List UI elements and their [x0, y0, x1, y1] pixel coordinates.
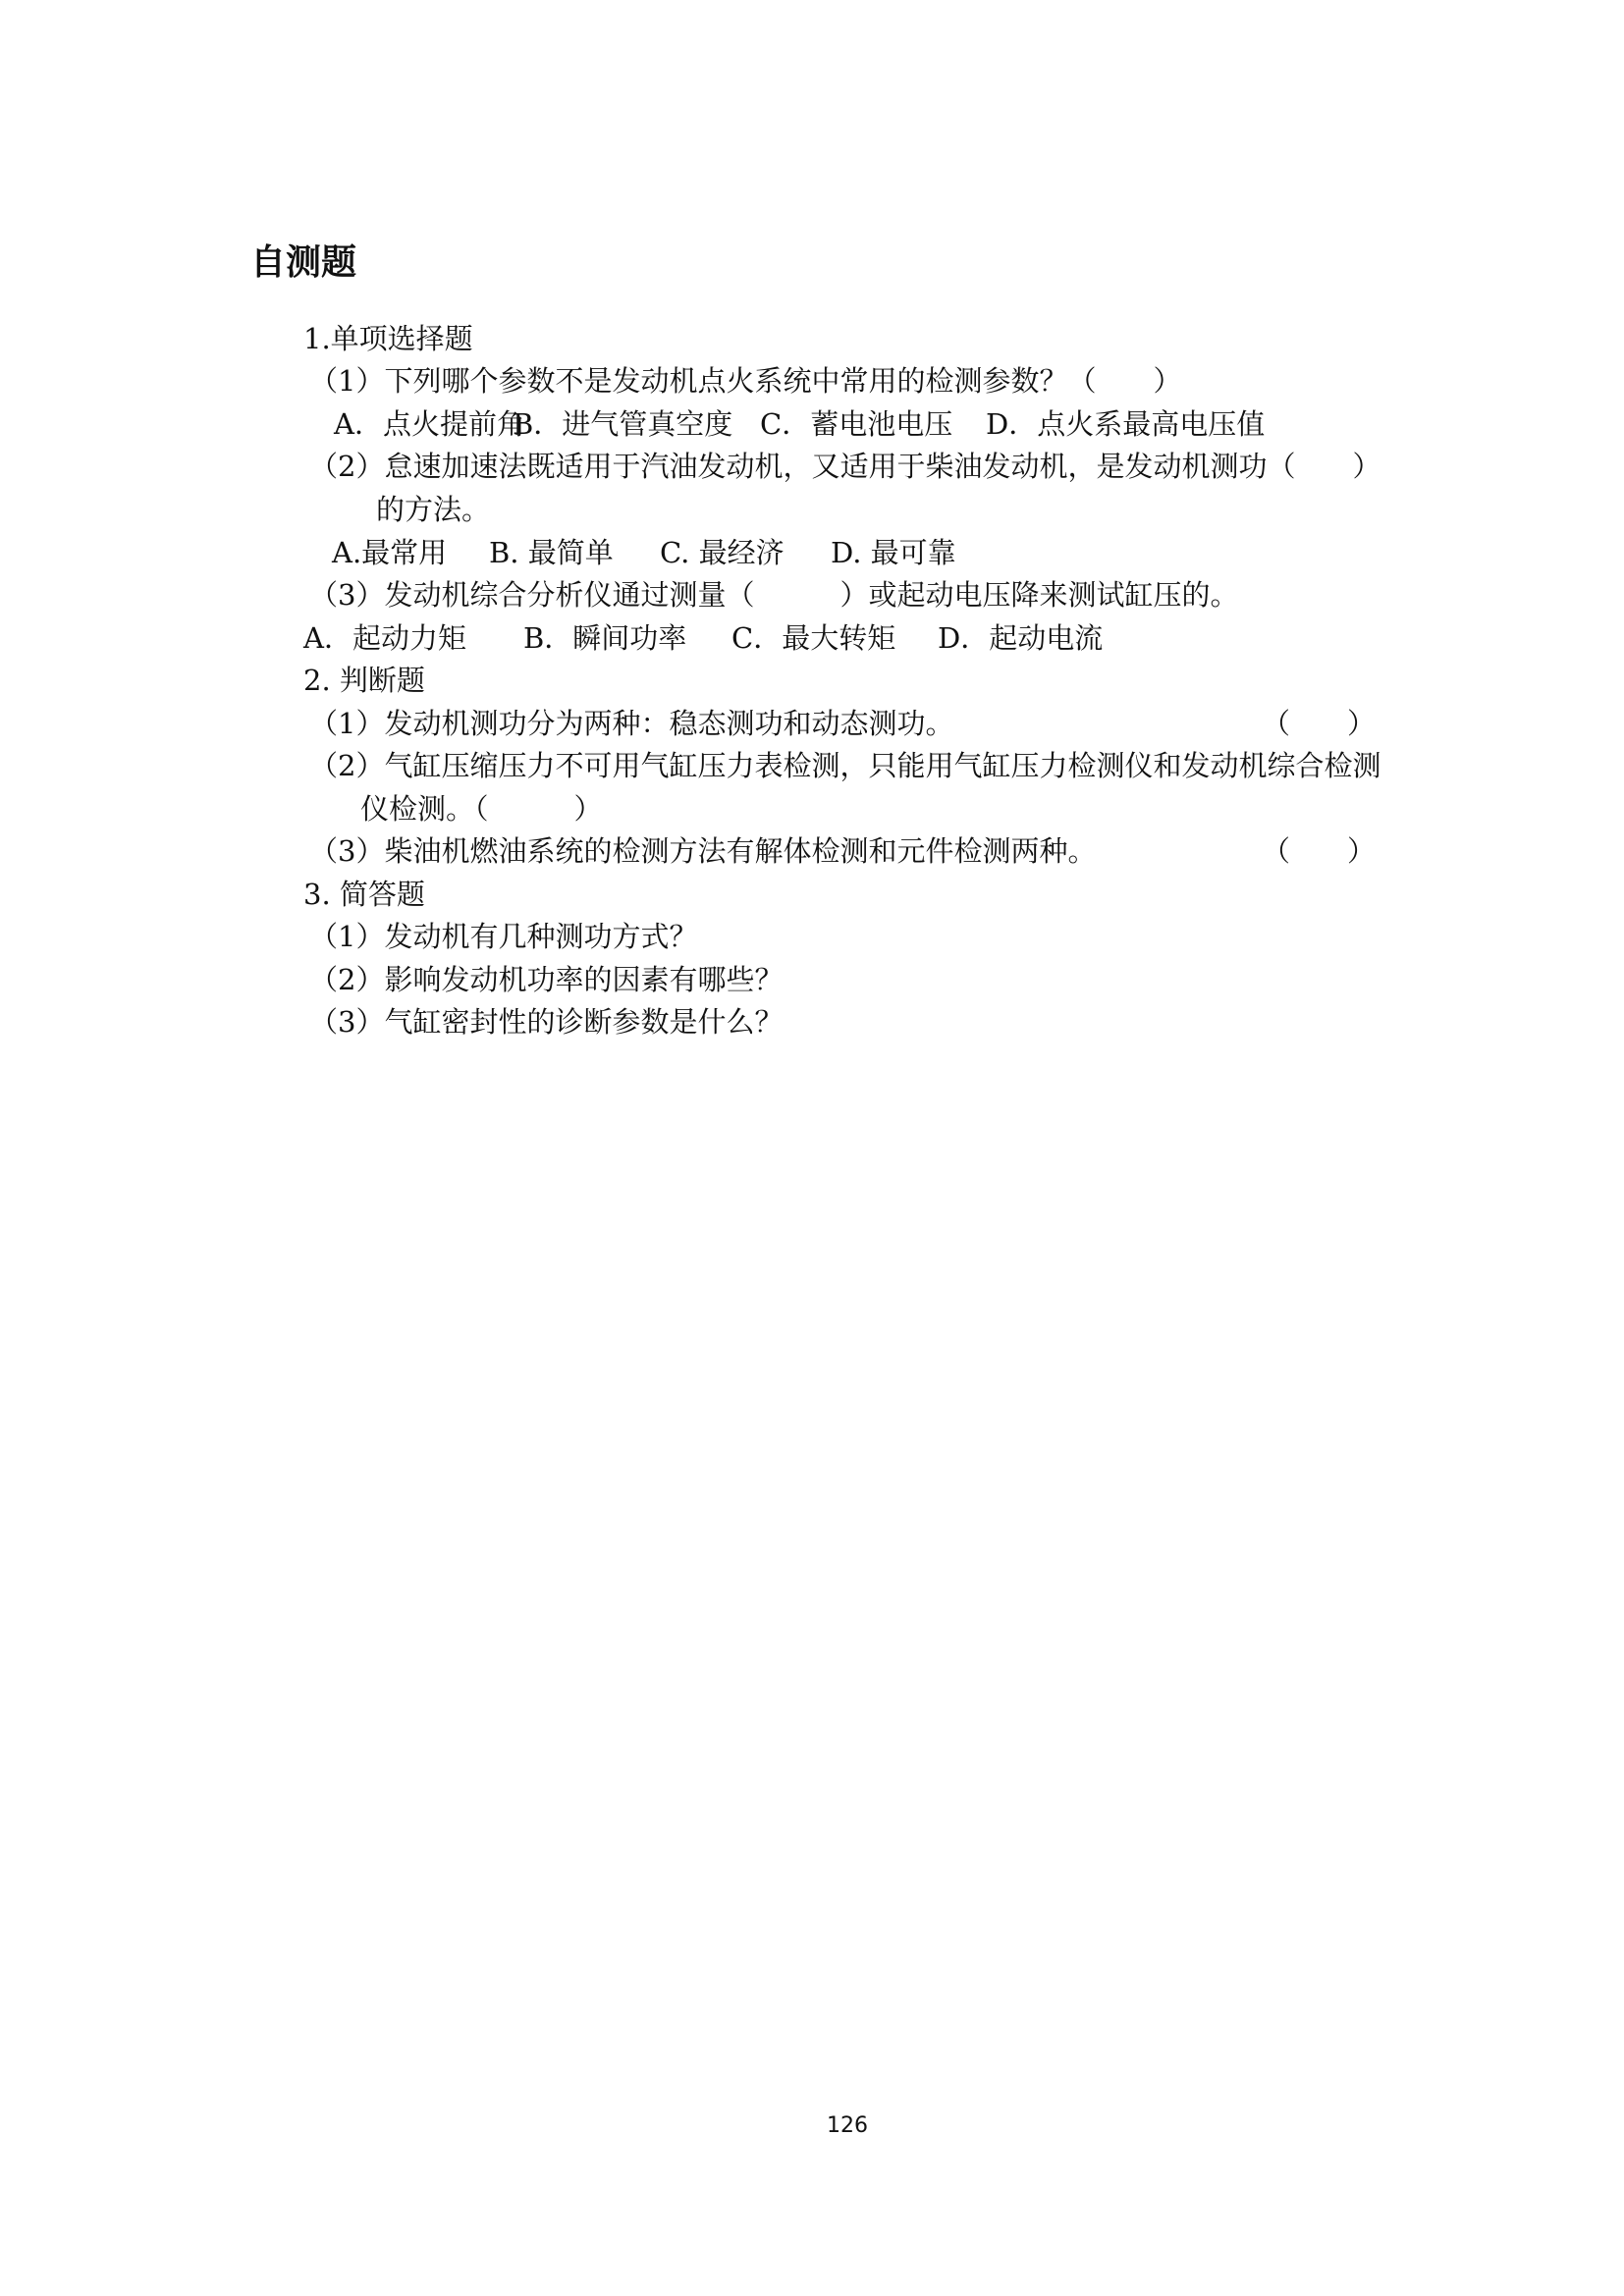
short-answer-question-2: （2）影响发动机功率的因素有哪些？	[309, 963, 784, 996]
option-a: A．起动力矩	[303, 621, 466, 655]
judgement-question-2: （2）气缸压缩压力不可用气缸压力表检测，只能用气缸压力检测仪和发动机综合检测	[309, 749, 1381, 782]
single-choice-heading: 1.单项选择题	[303, 322, 473, 355]
option-b: B. 最简单	[489, 536, 614, 569]
judgement-question-1: （1）发动机测功分为两种：稳态测功和动态测功。	[309, 707, 954, 740]
short-answer-question-3: （3）气缸密封性的诊断参数是什么？	[309, 1005, 784, 1039]
choice-question-2-options	[332, 536, 956, 569]
choice-question-1-options	[334, 407, 1266, 441]
choice-question-2-continuation: 的方法。	[376, 493, 491, 526]
option-c: C．最大转矩	[731, 621, 896, 655]
option-d: D．点火系最高电压值	[986, 407, 1266, 441]
option-c: C．蓄电池电压	[760, 407, 953, 441]
option-b: B．进气管真空度	[513, 407, 733, 441]
page-title: 自测题	[250, 242, 357, 283]
option-d: D. 最可靠	[831, 536, 956, 569]
page-number: 126	[827, 2113, 868, 2138]
answer-blank: （ ）	[1262, 707, 1377, 740]
option-a: A.最常用	[332, 536, 448, 569]
short-answer-question-1: （1）发动机有几种测功方式？	[309, 920, 698, 953]
short-answer-heading: 3. 简答题	[303, 878, 425, 911]
option-a: A．点火提前角	[334, 407, 525, 441]
judgement-question-2-continuation: 仪检测。（ ）	[360, 792, 603, 826]
option-b: B．瞬间功率	[523, 621, 687, 655]
option-c: C. 最经济	[660, 536, 785, 569]
choice-question-3-options	[303, 621, 1104, 655]
answer-blank: （ ）	[1262, 834, 1377, 868]
judgement-question-3: （3）柴油机燃油系统的检测方法有解体检测和元件检测两种。	[309, 834, 1097, 868]
choice-question-2: （2）怠速加速法既适用于汽油发动机，又适用于柴油发动机，是发动机测功（ ）	[309, 450, 1381, 483]
true-false-heading: 2. 判断题	[303, 664, 425, 697]
option-d: D．起动电流	[938, 621, 1104, 655]
choice-question-1: （1）下列哪个参数不是发动机点火系统中常用的检测参数？（ ）	[309, 364, 1182, 398]
choice-question-3: （3）发动机综合分析仪通过测量（ ）或起动电压降来测试缸压的。	[309, 578, 1239, 612]
